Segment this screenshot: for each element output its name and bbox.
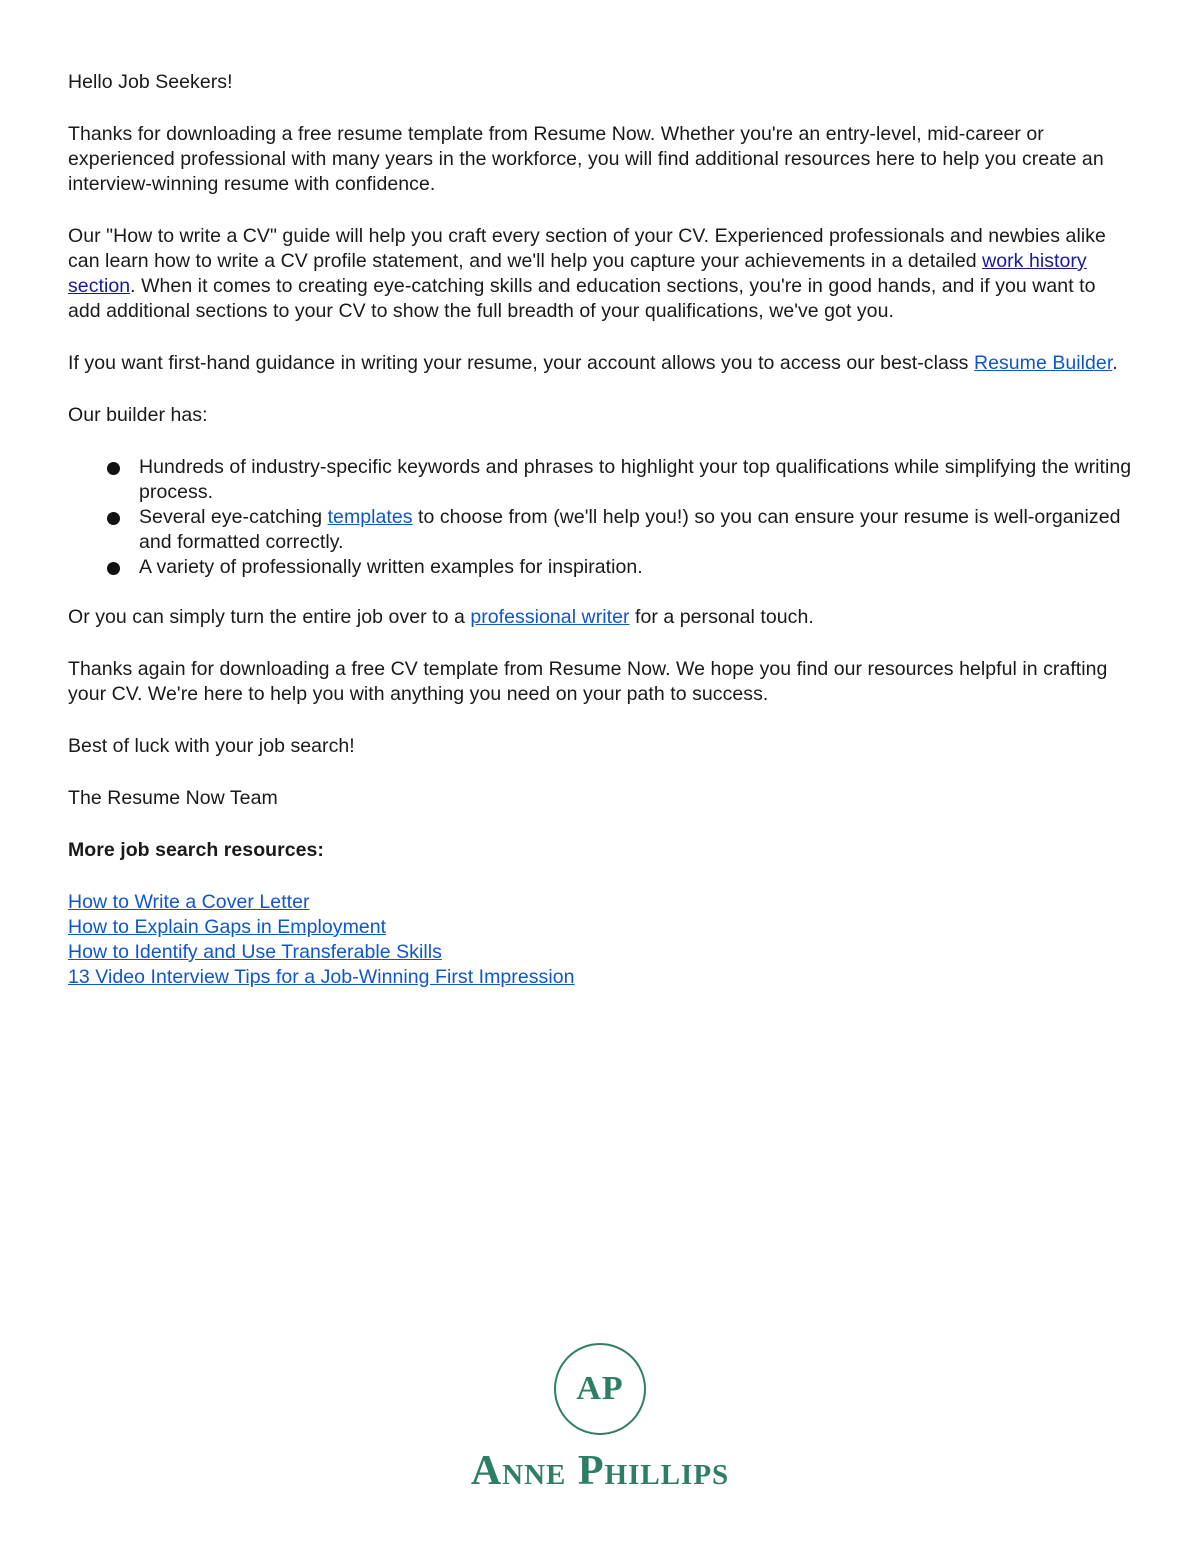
writer-paragraph: [68, 605, 1132, 630]
bullet-icon: [107, 562, 120, 575]
builder-text-before: If you want first-hand guidance in writing your resume, your account allows you to access our best-class: [68, 352, 974, 374]
list-item: [68, 555, 1132, 580]
logo-wordmark: Anne Phillips: [470, 1448, 730, 1494]
intro-paragraph: Thanks for downloading a free resume template from Resume Now. Whether you're an entry-level, mid-career or experienced professional with many years in the workforce, you will find additional resources here to help you create an interview-winning resume with confidence.: [68, 123, 1104, 195]
logo-monogram-circle: AP: [554, 1343, 646, 1435]
writer-text-before: Or you can simply turn the entire job over to a: [68, 606, 471, 628]
bullet-icon: [107, 512, 120, 525]
bullet-icon: [107, 462, 120, 475]
anne-phillips-logo: [0, 1343, 1200, 1493]
bullet-text-2-after: to choose from (we'll help you!) so you can ensure your resume is well-organized and formatted correctly.: [139, 506, 1121, 553]
writer-text-after: for a personal touch.: [629, 606, 814, 628]
video-interview-tips-link[interactable]: 13 Video Interview Tips for a Job-Winning First Impression: [68, 966, 575, 988]
resources-heading: More job search resources:: [68, 839, 324, 861]
guide-paragraph: [68, 224, 1132, 324]
cover-letter-link[interactable]: How to Write a Cover Letter: [68, 891, 310, 913]
greeting: Hello Job Seekers!: [68, 71, 233, 93]
resources-link-list: [68, 890, 1132, 990]
builder-feature-list: [68, 455, 1132, 580]
guide-text-before: Our "How to write a CV" guide will help you craft every section of your CV. Experienced professionals and newbies alike can learn how to write a CV profile statement, and we'll help you capture your achievements in a detailed: [68, 225, 1106, 272]
bullet-text-2-before: Several eye-catching: [139, 506, 328, 528]
employment-gaps-link[interactable]: How to Explain Gaps in Employment: [68, 916, 387, 938]
signoff-line: The Resume Now Team: [68, 787, 278, 809]
bullet-text-3: A variety of professionally written examples for inspiration.: [139, 556, 643, 578]
list-item: [68, 505, 1132, 555]
list-item: [68, 455, 1132, 505]
thanks-again-paragraph: Thanks again for downloading a free CV template from Resume Now. We hope you find our resources helpful in crafting your CV. We're here to help you with anything you need on your path to success.: [68, 658, 1108, 705]
document-body: [68, 70, 1132, 990]
professional-writer-link[interactable]: professional writer: [470, 606, 630, 628]
resume-builder-link[interactable]: Resume Builder: [973, 352, 1113, 374]
transferable-skills-link[interactable]: How to Identify and Use Transferable Skills: [68, 941, 442, 963]
guide-text-after: . When it comes to creating eye-catching skills and education sections, you're in good hands, and if you want to add additional sections to your CV to show the full breadth of your qualifications, we've got you.: [68, 275, 1096, 322]
bullet-text-1: Hundreds of industry-specific keywords and phrases to highlight your top qualifications while simplifying the writing process.: [139, 456, 1132, 503]
templates-link[interactable]: templates: [327, 506, 413, 528]
best-luck-line: Best of luck with your job search!: [68, 735, 355, 757]
work-history-link[interactable]: work history section: [68, 250, 1087, 297]
builder-text-after: .: [1112, 352, 1118, 374]
builder-has-label: Our builder has:: [68, 404, 208, 426]
builder-paragraph: [68, 351, 1132, 376]
